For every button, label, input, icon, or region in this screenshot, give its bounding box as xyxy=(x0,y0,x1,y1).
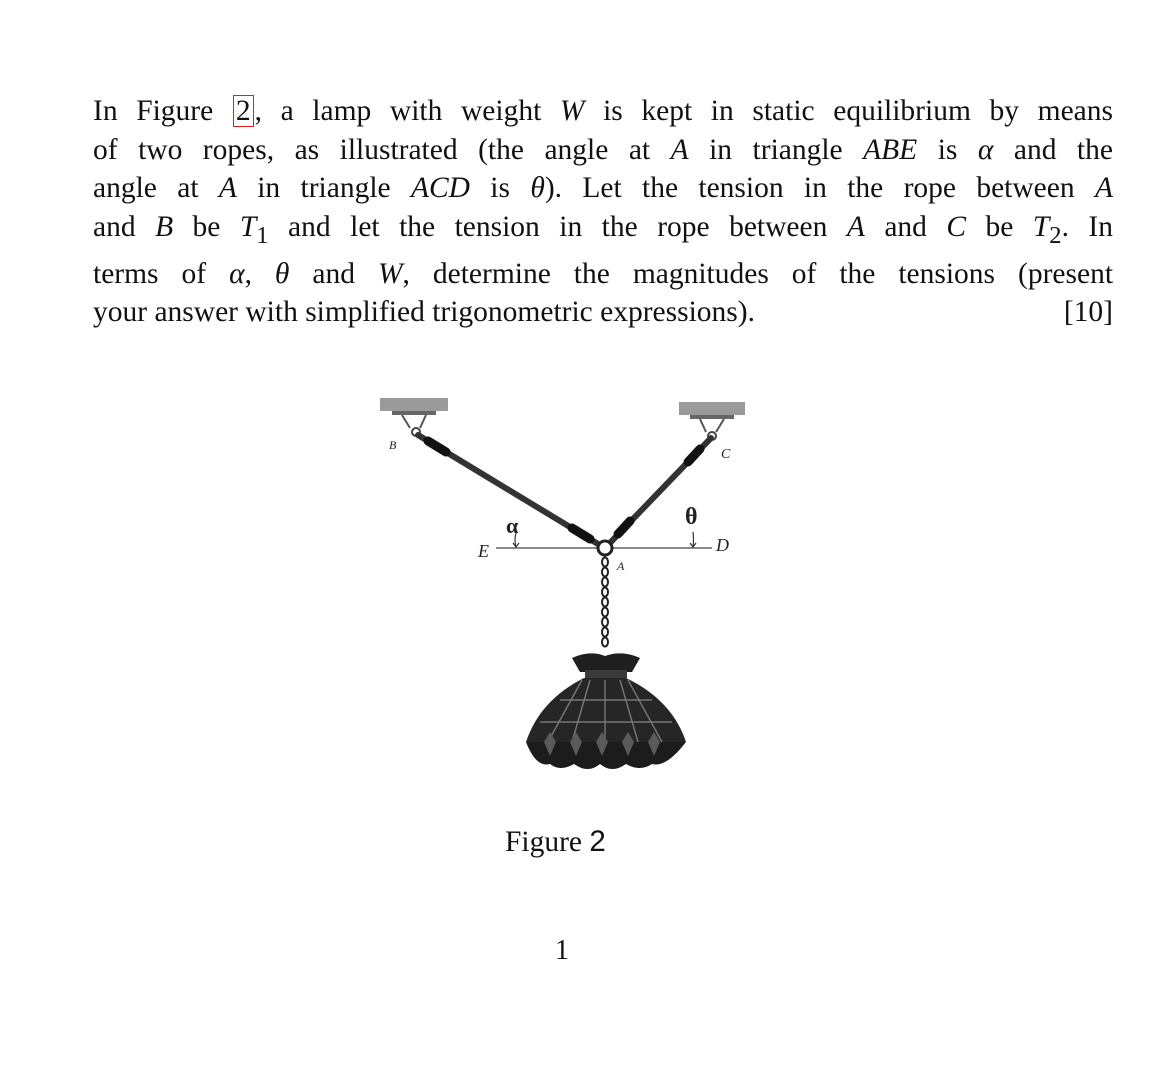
var-triangle-acd: ACD xyxy=(410,172,470,204)
lamp-shade xyxy=(526,653,686,769)
label-e: E xyxy=(478,541,489,561)
page-number: 1 xyxy=(555,935,569,966)
var-alpha: α xyxy=(229,257,245,290)
problem-line-3: angle at A in triangle ACD is θ). Let the tension in the rope between A xyxy=(93,172,1113,204)
label-b: B xyxy=(389,438,397,452)
var-weight: W xyxy=(377,257,403,290)
lamp-equilibrium-figure xyxy=(360,355,760,795)
var-point-a: A xyxy=(846,210,865,243)
figure-reference-link[interactable]: 2 xyxy=(233,95,254,127)
label-d: D xyxy=(716,535,729,555)
marks-label: [10] xyxy=(1063,296,1113,329)
var-t1: T xyxy=(239,210,257,243)
angle-theta-arrow xyxy=(690,532,696,547)
ring-a xyxy=(598,541,612,555)
problem-line-4: and B be $T_1$ and let the tension in the rope between A and C be $T_2$. In xyxy=(93,210,1113,249)
var-weight: W xyxy=(559,95,585,127)
var-t2: T xyxy=(1032,210,1050,243)
ceiling-mount-right xyxy=(679,402,745,440)
var-point-a: A xyxy=(218,172,237,204)
label-theta: θ xyxy=(685,504,698,530)
label-a: A xyxy=(617,559,625,573)
var-theta: θ xyxy=(530,172,545,204)
var-t1-subscript: 1 xyxy=(256,221,269,249)
var-point-a: A xyxy=(670,133,689,166)
lamp-chain xyxy=(602,558,608,647)
problem-line-2: of two ropes, as illustrated (the angle at A in triangle ABE is α and the xyxy=(93,133,1113,166)
var-point-c: C xyxy=(946,210,967,243)
figure-caption xyxy=(505,825,606,859)
problem-line-5: terms of α, θ and W, determine the magnitudes of the tensions (present xyxy=(93,257,1114,290)
var-t2-subscript: 2 xyxy=(1049,221,1062,249)
label-c: C xyxy=(721,447,731,462)
figure-caption-number: 2 xyxy=(589,825,606,858)
label-alpha: α xyxy=(506,513,519,538)
var-point-b: B xyxy=(155,210,174,243)
problem-line-6: your answer with simplified trigonometric expressions). [10] xyxy=(93,293,1113,332)
ceiling-mount-left xyxy=(380,398,448,436)
var-theta: θ xyxy=(274,257,290,290)
var-alpha: α xyxy=(977,133,994,166)
figure-caption-word: Figure xyxy=(505,826,583,858)
problem-statement xyxy=(93,92,1113,332)
var-triangle-abe: ABE xyxy=(863,133,918,166)
problem-line-1: In Figure 2 , a lamp with weight W is kept in static equilibrium by means xyxy=(93,95,1113,127)
var-point-a: A xyxy=(1094,172,1113,204)
